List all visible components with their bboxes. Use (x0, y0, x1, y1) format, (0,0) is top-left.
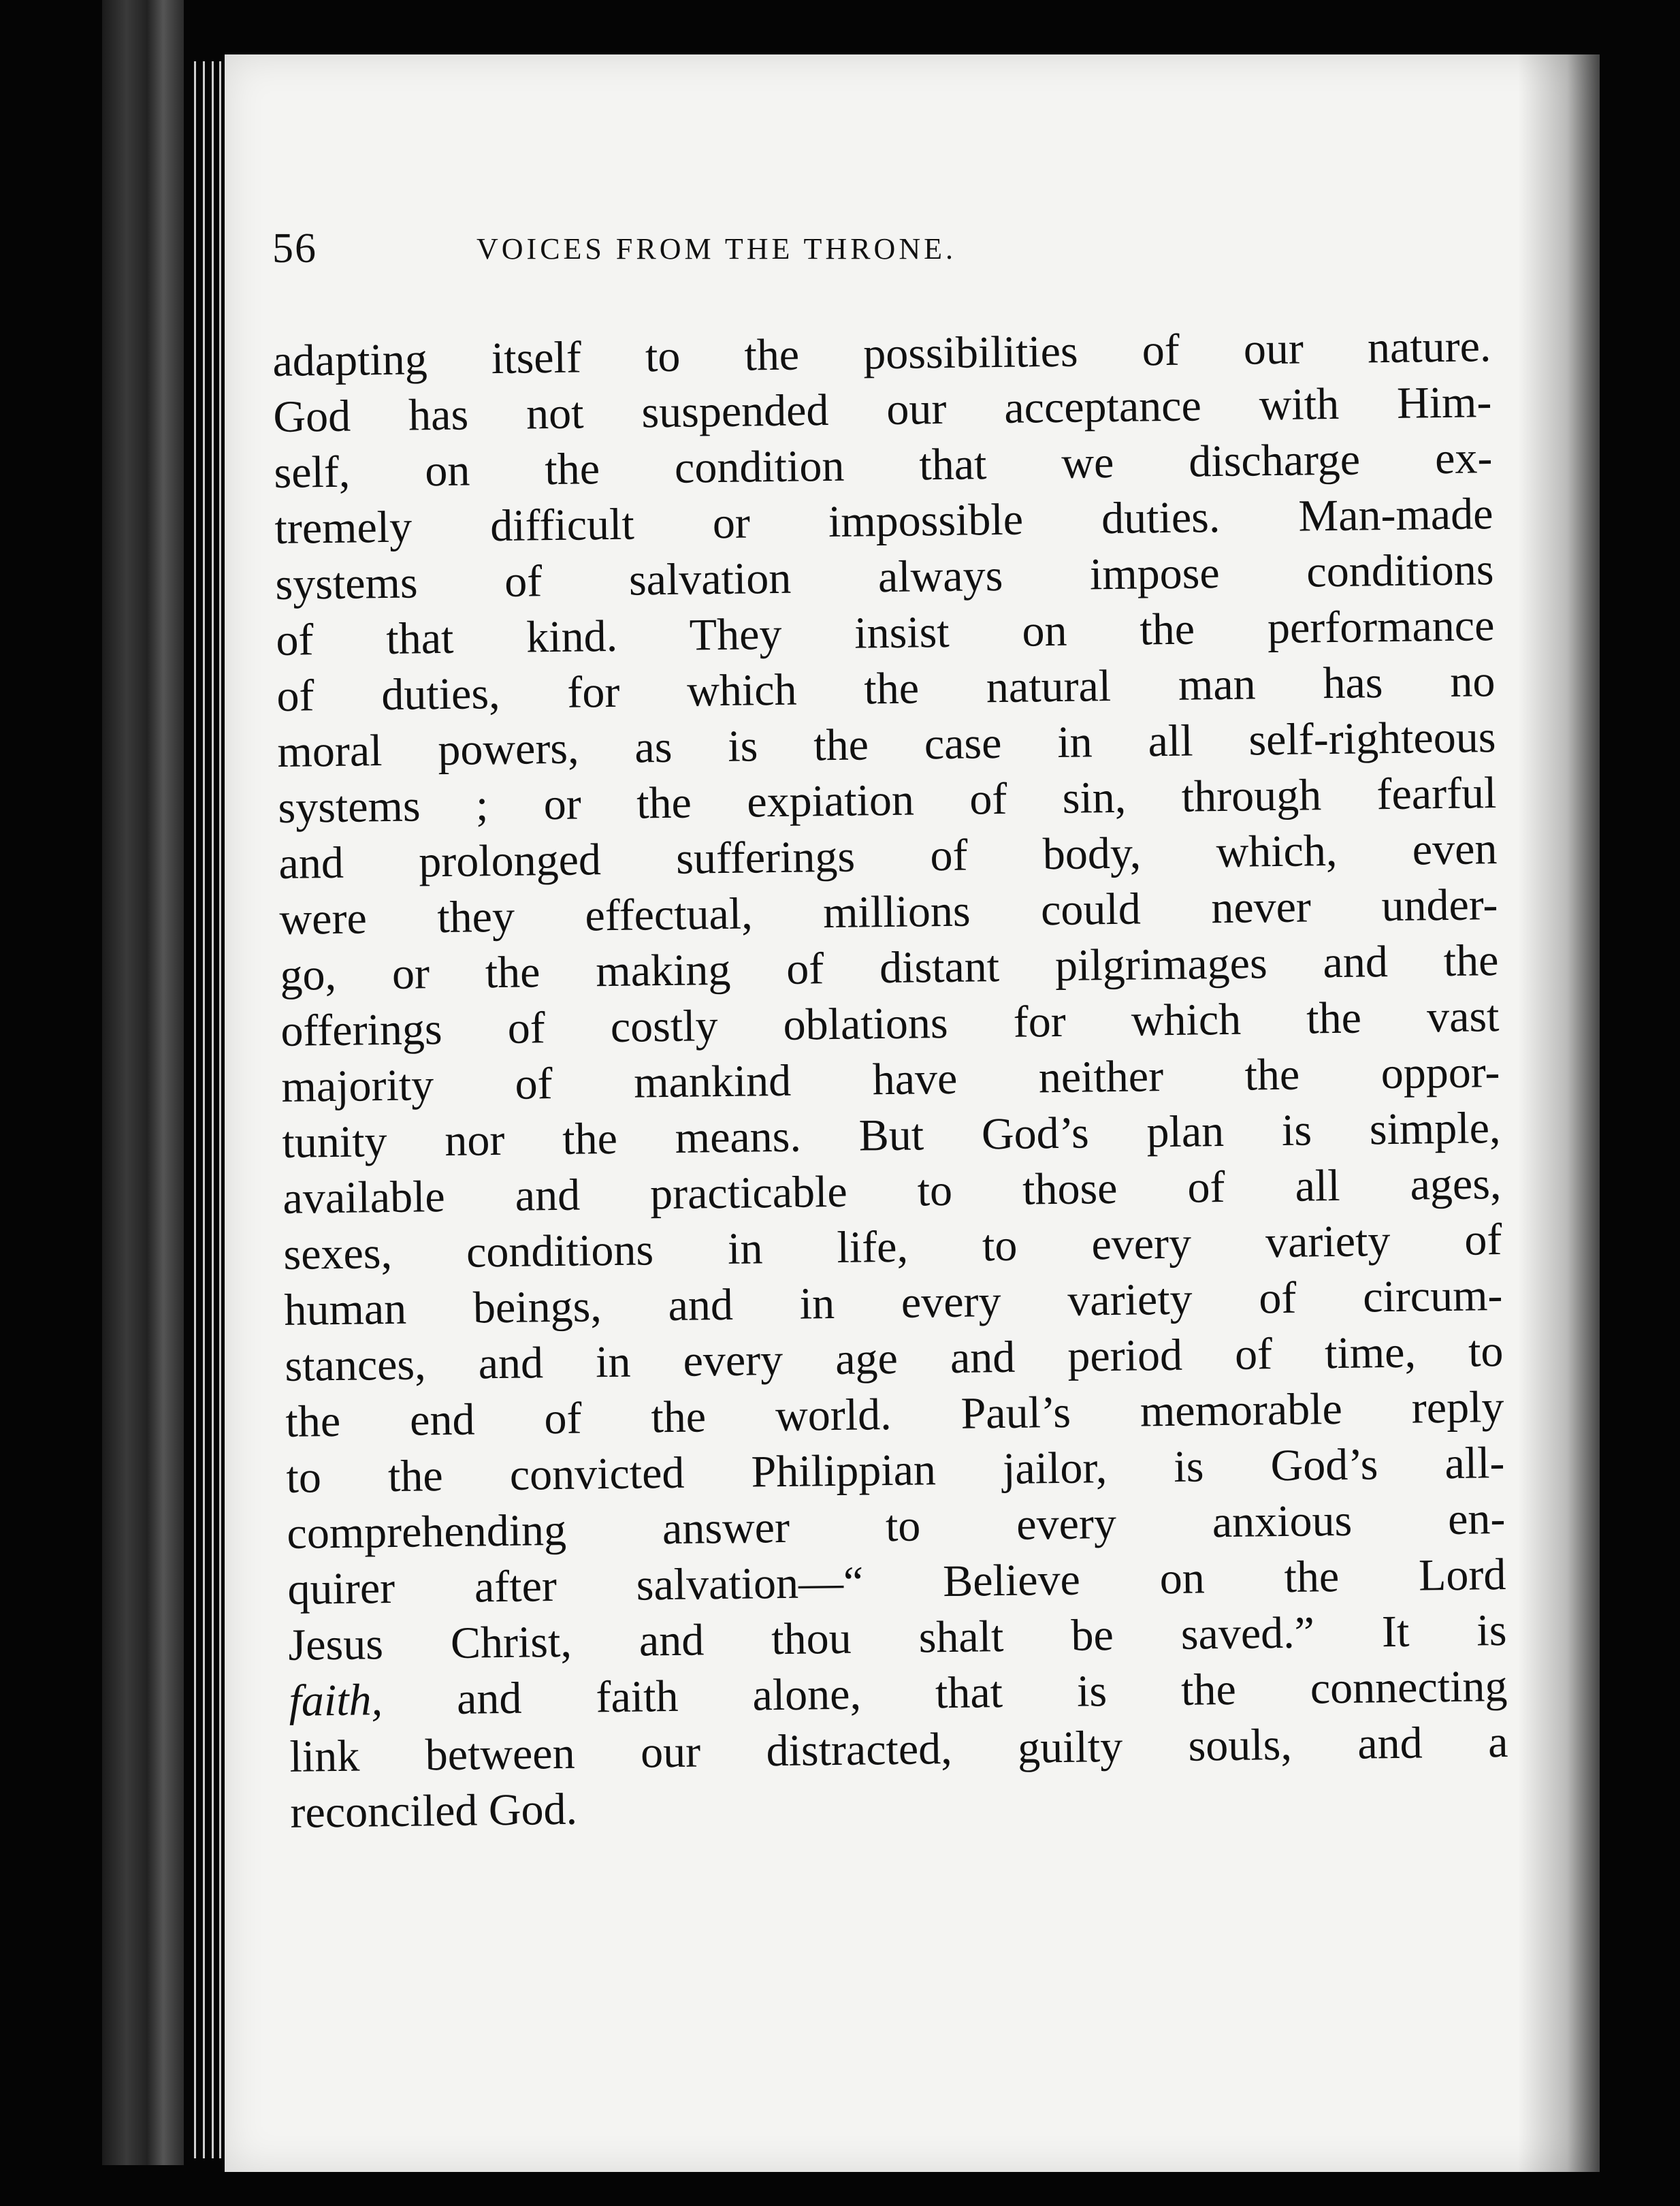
book-spine (102, 0, 184, 2165)
text-line: available and practicable to those of all ages, (282, 1159, 1502, 1224)
body-text (272, 319, 1509, 1841)
text-line: stances, and in every age and period of time, to (285, 1326, 1504, 1391)
text-segment: and faith alone, that is the connecting (382, 1661, 1508, 1725)
text-line: God has not suspended our acceptance with Him- (273, 377, 1492, 442)
text-line: comprehending answer to every anxious en- (287, 1494, 1506, 1558)
text-line: to the convicted Philippian jailor, is God’s all- (286, 1438, 1505, 1503)
text-line: self, on the condition that we discharge ex- (274, 433, 1493, 498)
text-line: reconciled God. (290, 1784, 578, 1838)
text-line: tremely difficult or impossible duties. Man-made (274, 489, 1493, 554)
text-line: go, or the making of distant pilgrimages and the (280, 936, 1499, 1000)
text-line: sexes, conditions in life, to every variety of (283, 1215, 1502, 1279)
page-stack-edge (219, 61, 221, 2158)
text-line: of that kind. They insist on the performance (276, 601, 1495, 665)
running-head (272, 225, 1293, 293)
text-line: and prolonged sufferings of body, which, even (278, 824, 1498, 889)
text-line: adapting itself to the possibilities of our nature. (272, 321, 1491, 386)
text-line: the end of the world. Paul’s memorable reply (285, 1382, 1504, 1447)
text-line: moral powers, as is the case in all self-righteous (277, 712, 1496, 777)
text-line: were they effectual, millions could never under- (279, 880, 1498, 944)
italic-word: faith, (289, 1675, 383, 1726)
text-line: link between our distracted, guilty souls, and a (289, 1716, 1508, 1782)
page-stack-edge (203, 61, 205, 2158)
text-line: Jesus Christ, and thou shalt be saved.” It is (288, 1605, 1507, 1670)
running-title: VOICES FROM THE THRONE. (476, 232, 956, 266)
text-line: tunity nor the means. But God’s plan is simple, (282, 1103, 1501, 1168)
text-line: systems of salvation always impose conditions (275, 545, 1494, 609)
page-stack-edge (194, 61, 196, 2158)
text-line: systems ; or the expiation of sin, through fearful (278, 768, 1497, 833)
text-line: quirer after salvation—“ Believe on the Lord (287, 1549, 1506, 1614)
text-line: majority of mankind have neither the oppor- (281, 1047, 1500, 1112)
text-line: human beings, and in every variety of circum- (284, 1270, 1503, 1335)
page-stack-edge (212, 61, 214, 2158)
page-right-shadow (1518, 54, 1600, 2172)
text-line: of duties, for which the natural man has no (276, 656, 1496, 721)
text-line: offerings of costly oblations for which the vast (280, 991, 1500, 1056)
page-number: 56 (272, 225, 317, 272)
